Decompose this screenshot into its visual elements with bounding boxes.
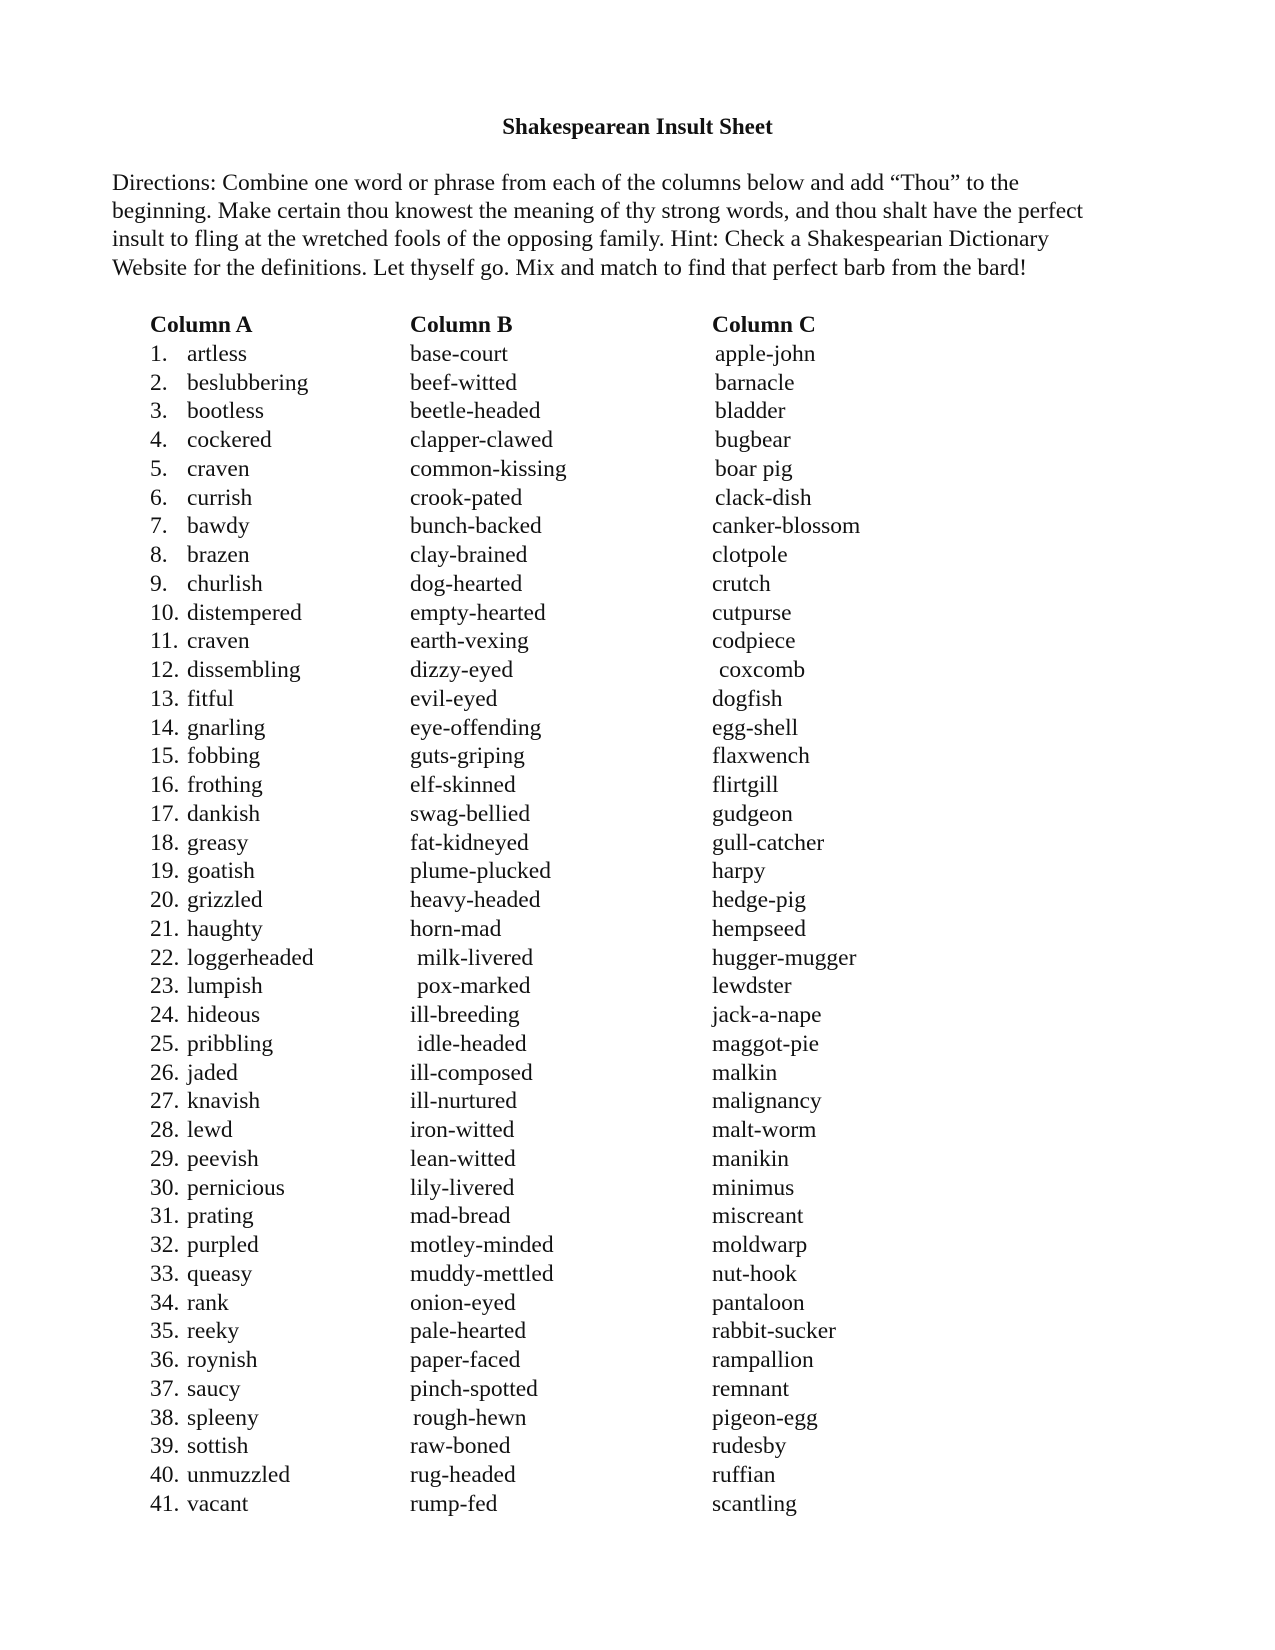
column-b-item: mad-bread [410,1203,511,1230]
column-a-word: bootless [187,398,265,425]
item-number: 30. [150,1174,180,1201]
column-b-item: earth-vexing [410,628,529,655]
column-b-item: onion-eyed [410,1289,516,1316]
column-c-item: coxcomb [719,657,806,684]
directions-paragraph [112,169,1172,282]
column-a-word: roynish [187,1347,258,1374]
column-a-item [150,1087,390,1116]
column-a-word: lumpish [187,973,263,1000]
column-c-item: bladder [715,398,786,425]
item-number: 18. [150,829,180,856]
column-b-item: base-court [410,340,508,367]
column-c-item: rabbit-sucker [712,1318,836,1345]
column-a-item [150,1030,390,1059]
column-b-item: rump-fed [410,1490,498,1517]
column-a-item [150,1145,390,1174]
column-a-word: distempered [187,599,302,626]
column-c-item: hedge-pig [712,887,806,914]
column-a-item [150,1461,390,1490]
column-b-item: clay-brained [410,542,528,569]
column-b-item: heavy-headed [410,887,541,914]
item-number: 1. [150,340,168,367]
column-a-word: jaded [187,1059,238,1086]
directions-line: insult to fling at the wretched fools of the opposing family. Hint: Check a Shakespearian Dictionary [112,226,1049,253]
column-b-item: beef-witted [410,369,518,396]
item-number: 19. [150,858,180,885]
item-number: 2. [150,369,168,396]
item-number: 32. [150,1232,180,1259]
column-b-item: motley-minded [410,1232,554,1259]
column-b-item: ill-composed [410,1059,533,1086]
column-b-header: Column B [410,312,513,338]
column-a-word: spleeny [187,1404,259,1431]
column-a-item [150,1116,390,1145]
column-a-word: grizzled [187,887,263,914]
item-number: 3. [150,398,168,425]
item-number: 41. [150,1490,180,1517]
column-c-item: minimus [712,1174,795,1201]
column-c-item: miscreant [712,1203,804,1230]
item-number: 5. [150,455,168,482]
column-b-item: clapper-clawed [410,427,554,454]
item-number: 35. [150,1318,180,1345]
column-a-item [150,1174,390,1203]
column-a-word: churlish [187,570,263,597]
column-b-item: lily-livered [410,1174,515,1201]
column-c-item: rudesby [712,1433,787,1460]
column-c-item: hugger-mugger [712,944,857,971]
column-a-word: artless [187,340,248,367]
column-c-item: codpiece [712,628,796,655]
column-a-item [150,685,390,714]
column-a-item [150,1346,390,1375]
column-a-word: fitful [187,685,234,712]
column-a-item [150,1231,390,1260]
column-b-item: raw-boned [410,1433,511,1460]
column-c-item: harpy [712,858,766,885]
column-c-item: moldwarp [712,1232,808,1259]
item-number: 29. [150,1145,180,1172]
column-c-item: scantling [712,1490,797,1517]
column-a-word: greasy [187,829,249,856]
column-a-word: haughty [187,915,263,942]
item-number: 21. [150,915,180,942]
column-a-item [150,599,390,628]
column-a-item [150,512,390,541]
column-b-item: empty-hearted [410,599,546,626]
column-b-item: evil-eyed [410,685,498,712]
column-c [712,311,1012,1519]
column-b-item: milk-livered [417,944,534,971]
column-a-word: loggerheaded [187,944,314,971]
column-b-item: bunch-backed [410,513,542,540]
column-a-word: craven [187,455,250,482]
column-a-item [150,714,390,743]
column-a-word: brazen [187,542,250,569]
column-a-word: saucy [187,1375,241,1402]
column-b-item: crook-pated [410,484,523,511]
column-a-item [150,829,390,858]
column-a-item [150,455,390,484]
column-b-item: ill-breeding [410,1002,520,1029]
column-c-item: rampallion [712,1347,814,1374]
column-a-item [150,972,390,1001]
column-a-item [150,1202,390,1231]
column-b-item: dog-hearted [410,570,523,597]
column-b-item: muddy-mettled [410,1260,554,1287]
directions-line: Website for the definitions. Let thyself go. Mix and match to find that perfect barb from the bard! [112,254,1027,281]
column-a-item [150,1289,390,1318]
column-a-word: dankish [187,800,261,827]
column-a-item [150,340,390,369]
item-number: 22. [150,944,180,971]
column-c-item: maggot-pie [712,1030,820,1057]
item-number: 26. [150,1059,180,1086]
column-c-item: crutch [712,570,771,597]
item-number: 14. [150,714,180,741]
column-b-item: guts-griping [410,743,525,770]
column-c-item: pigeon-egg [712,1404,818,1431]
item-number: 13. [150,685,180,712]
column-a-item [150,1375,390,1404]
directions-line: Directions: Combine one word or phrase from each of the columns below and add “Thou” to the [112,170,1020,196]
column-b-item: horn-mad [410,915,502,942]
column-c-item: ruffian [712,1462,776,1489]
column-c-item: malkin [712,1059,778,1086]
column-b-item: lean-witted [410,1145,516,1172]
column-a-item [150,570,390,599]
column-a-item [150,1059,390,1088]
item-number: 7. [150,513,168,540]
column-a-item [150,742,390,771]
column-b [410,311,700,1519]
column-c-item: clack-dish [715,484,812,511]
item-number: 33. [150,1260,180,1287]
item-number: 24. [150,1002,180,1029]
column-a-word: cockered [187,427,272,454]
column-b-item: elf-skinned [410,772,516,799]
column-b-item: pox-marked [417,973,531,1000]
column-b-item: pale-hearted [410,1318,527,1345]
column-a-item [150,484,390,513]
column-b-item: idle-headed [417,1030,527,1057]
column-b-item: paper-faced [410,1347,521,1374]
column-c-header: Column C [712,312,816,338]
column-a-word: prating [187,1203,254,1230]
column-c-item: cutpurse [712,599,792,626]
column-c-item: pantaloon [712,1289,805,1316]
column-a-word: purpled [187,1232,259,1259]
column-a-item [150,627,390,656]
column-c-item: flaxwench [712,743,810,770]
item-number: 17. [150,800,180,827]
column-a-item [150,369,390,398]
column-a-item [150,886,390,915]
column-a-item [150,656,390,685]
column-b-item: rough-hewn [413,1404,527,1431]
column-a-item [150,1432,390,1461]
column-c-item: boar pig [715,455,793,482]
column-c-item: canker-blossom [712,513,861,540]
item-number: 15. [150,743,180,770]
item-number: 11. [150,628,179,655]
column-b-item: beetle-headed [410,398,541,425]
item-number: 38. [150,1404,180,1431]
column-a-item [150,1317,390,1346]
column-a-word: knavish [187,1088,261,1115]
column-b-item: swag-bellied [410,800,531,827]
item-number: 27. [150,1088,180,1115]
column-a-item [150,397,390,426]
column-a-word: bawdy [187,513,250,540]
item-number: 4. [150,427,168,454]
column-c-item: dogfish [712,685,783,712]
column-a [150,311,390,1519]
column-a-word: reeky [187,1318,240,1345]
item-number: 39. [150,1433,180,1460]
item-number: 6. [150,484,168,511]
column-a-word: craven [187,628,250,655]
column-c-item: remnant [712,1375,789,1402]
column-a-word: gnarling [187,714,266,741]
column-a-item [150,541,390,570]
column-a-item [150,771,390,800]
column-a-item [150,426,390,455]
page-title: Shakespearean Insult Sheet [502,114,773,139]
item-number: 10. [150,599,180,626]
column-b-item: eye-offending [410,714,542,741]
item-number: 31. [150,1203,180,1230]
column-a-word: beslubbering [187,369,309,396]
column-c-item: lewdster [712,973,792,1000]
column-a-word: peevish [187,1145,259,1172]
item-number: 9. [150,570,168,597]
column-c-item: manikin [712,1145,790,1172]
item-number: 40. [150,1462,180,1489]
item-number: 12. [150,657,180,684]
item-number: 8. [150,542,168,569]
column-a-word: lewd [187,1117,233,1144]
column-c-item: clotpole [712,542,788,569]
column-b-item: plume-plucked [410,858,551,885]
column-a-word: frothing [187,772,263,799]
column-c-item: apple-john [715,340,816,367]
column-a-item [150,1001,390,1030]
item-number: 23. [150,973,180,1000]
column-a-word: rank [187,1289,229,1316]
item-number: 20. [150,887,180,914]
item-number: 36. [150,1347,180,1374]
column-a-word: pernicious [187,1174,285,1201]
column-a-word: unmuzzled [187,1462,291,1489]
column-c-item: nut-hook [712,1260,797,1287]
column-b-item: dizzy-eyed [410,657,514,684]
column-b-item: fat-kidneyed [410,829,529,856]
column-a-header: Column A [150,312,253,338]
column-a-word: fobbing [187,743,261,770]
item-number: 34. [150,1289,180,1316]
column-b-item: rug-headed [410,1462,516,1489]
column-b-item: common-kissing [410,455,567,482]
column-a-item [150,1260,390,1289]
directions-line: beginning. Make certain thou knowest the meaning of thy strong words, and thou shalt have the perfect [112,198,1084,225]
column-a-item [150,944,390,973]
column-a-word: sottish [187,1433,249,1460]
column-b-item: pinch-spotted [410,1375,538,1402]
column-a-word: pribbling [187,1030,274,1057]
column-a-word: goatish [187,858,255,885]
column-a-item [150,857,390,886]
column-c-item: jack-a-nape [712,1002,822,1029]
column-a-item [150,800,390,829]
column-a-word: hideous [187,1002,261,1029]
column-a-item [150,915,390,944]
item-number: 37. [150,1375,180,1402]
column-c-item: barnacle [715,369,795,396]
column-b-item: ill-nurtured [410,1088,518,1115]
column-c-item: gudgeon [712,800,793,827]
column-c-item: flirtgill [712,772,779,799]
column-a-item [150,1490,390,1519]
column-c-item: malt-worm [712,1117,817,1144]
column-a-word: dissembling [187,657,301,684]
column-a-word: vacant [187,1490,249,1517]
item-number: 25. [150,1030,180,1057]
column-b-item: iron-witted [410,1117,515,1144]
column-a-item [150,1404,390,1433]
column-c-item: egg-shell [712,714,799,741]
item-number: 16. [150,772,180,799]
column-a-word: queasy [187,1260,253,1287]
column-c-item: malignancy [712,1088,822,1115]
column-c-item: hempseed [712,915,806,942]
column-a-word: currish [187,484,253,511]
item-number: 28. [150,1117,180,1144]
column-c-item: bugbear [715,427,791,454]
column-c-item: gull-catcher [712,829,825,856]
